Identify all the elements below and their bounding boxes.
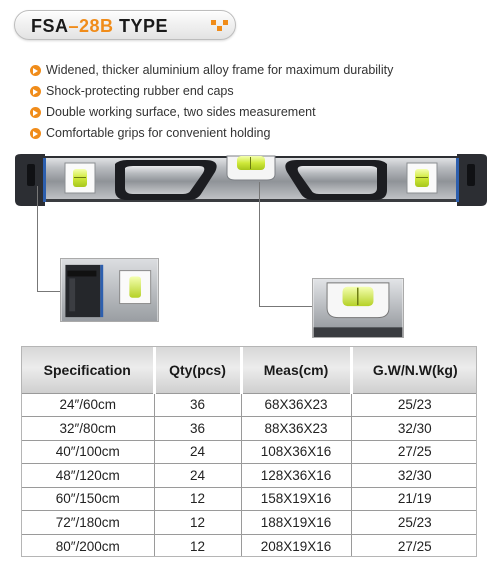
orange-bullet-icon [30, 65, 41, 76]
cell-weight: 32/30 [351, 417, 477, 441]
cell-qty: 12 [154, 511, 241, 535]
cell-weight: 27/25 [351, 534, 477, 557]
table-row [22, 440, 477, 464]
feature-text: Shock-protecting rubber end caps [46, 84, 234, 98]
col-header-specification: Specification [22, 347, 154, 393]
col-header-weight: G.W/N.W(kg) [351, 347, 477, 393]
orange-bullet-icon [30, 128, 41, 139]
cell-meas: 68X36X23 [241, 393, 351, 417]
cell-specification: 48″/120cm [22, 464, 154, 488]
title-model: 28B [79, 16, 114, 36]
cell-meas: 158X19X16 [241, 487, 351, 511]
cell-specification: 32″/80cm [22, 417, 154, 441]
orange-bullet-icon [30, 86, 41, 97]
col-header-qty: Qty(pcs) [154, 347, 241, 393]
cell-meas: 208X19X16 [241, 534, 351, 557]
cell-qty: 36 [154, 417, 241, 441]
table-row [22, 464, 477, 488]
cell-specification: 72″/180cm [22, 511, 154, 535]
col-header-meas: Meas(cm) [241, 347, 351, 393]
cell-weight: 21/19 [351, 487, 477, 511]
cell-qty: 12 [154, 487, 241, 511]
end-cap-detail-image [60, 258, 159, 322]
title-dash: – [68, 16, 80, 36]
table-row [22, 417, 477, 441]
title-banner [14, 10, 236, 40]
cell-meas: 88X36X23 [241, 417, 351, 441]
cell-weight: 32/30 [351, 464, 477, 488]
title-prefix: FSA [31, 16, 69, 36]
specification-table [21, 346, 477, 557]
table-row [22, 534, 477, 557]
feature-item [30, 105, 393, 126]
orange-bullet-icon [30, 107, 41, 118]
cell-weight: 27/25 [351, 440, 477, 464]
spirit-level-image [15, 150, 487, 208]
top-vial-detail-image [312, 278, 404, 338]
feature-list [30, 63, 393, 147]
callout-line-left-h [37, 291, 60, 292]
cell-meas: 108X36X16 [241, 440, 351, 464]
table-header-row [22, 347, 477, 393]
cell-qty: 12 [154, 534, 241, 557]
feature-text: Comfortable grips for convenient holding [46, 126, 271, 140]
cell-specification: 60″/150cm [22, 487, 154, 511]
feature-item [30, 126, 393, 147]
cell-meas: 188X19X16 [241, 511, 351, 535]
callout-line-right-h [259, 306, 312, 307]
title-suffix: TYPE [113, 16, 169, 36]
cell-qty: 36 [154, 393, 241, 417]
table-row [22, 393, 477, 417]
product-title [31, 16, 168, 36]
cell-weight: 25/23 [351, 511, 477, 535]
cell-meas: 128X36X16 [241, 464, 351, 488]
table-row [22, 511, 477, 535]
feature-text: Widened, thicker aluminium alloy frame for maximum durability [46, 63, 394, 77]
callout-line-right [259, 182, 260, 306]
cell-specification: 80″/200cm [22, 534, 154, 557]
cell-qty: 24 [154, 440, 241, 464]
cell-weight: 25/23 [351, 393, 477, 417]
cell-qty: 24 [154, 464, 241, 488]
brand-dots-icon [211, 20, 229, 32]
table-row [22, 487, 477, 511]
feature-item [30, 63, 393, 84]
callout-line-left [37, 186, 38, 292]
cell-specification: 40″/100cm [22, 440, 154, 464]
feature-text: Double working surface, two sides measurement [46, 105, 316, 119]
cell-specification: 24″/60cm [22, 393, 154, 417]
feature-item [30, 84, 393, 105]
